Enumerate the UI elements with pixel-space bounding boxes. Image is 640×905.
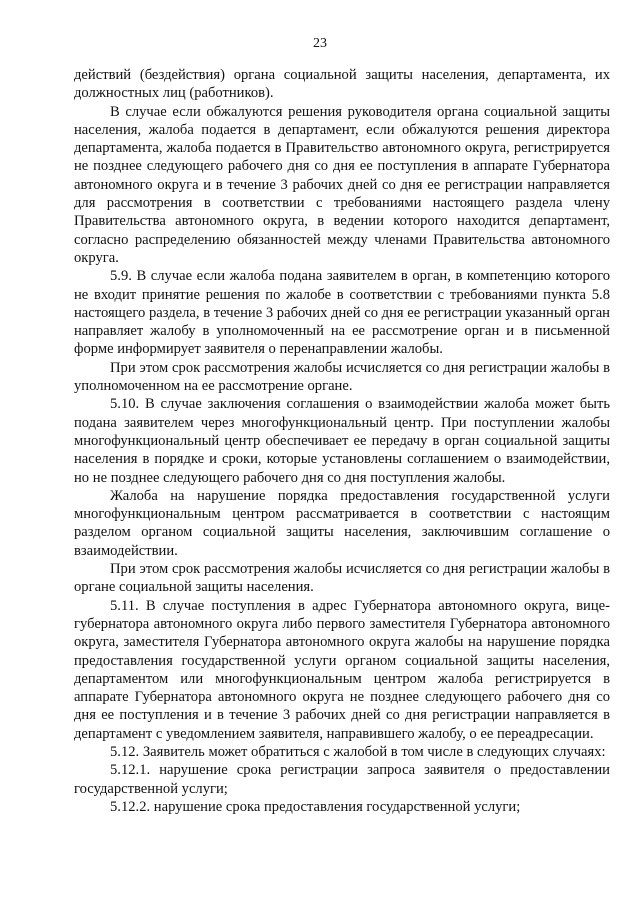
page-number: 23 (313, 36, 327, 51)
paragraph-5-9-term: При этом срок рассмотрения жалобы исчисляется со дня регистрации жалобы в уполномоченном на ее рассмотрение органе. (74, 359, 610, 395)
paragraph-5-10-term: При этом срок рассмотрения жалобы исчисляется со дня регистрации жалобы в органе социальной защиты населения. (74, 561, 610, 596)
paragraph-5-12-1: 5.12.1. нарушение срока регистрации запроса заявителя о предоставлении государственной услуги; (74, 762, 610, 797)
paragraph-continuation: действий (бездействия) органа социальной защиты населения, департамента, их должностных лиц (работников). (74, 67, 610, 102)
paragraph-5-11: 5.11. В случае поступления в адрес Губернатора автономного округа, вице-губернатора автономного округа либо первого заместителя Губернатора автономного округа, заместителя Губернатора автономного округа жалобы на нарушение порядка предоставления государственной услуги органом социальной защиты населения, департаментом или многофункциональным центром жалоба регистрируется в аппарате Губернатора автономного округа не позднее следующего рабочего дня со дня ее поступления и в течение 3 рабочих дней со дня регистрации направляется в департамент с уведомлением заявителя, направившего жалобу, о ее переадресации. (74, 597, 610, 742)
paragraph-5-9: 5.9. В случае если жалоба подана заявителем в орган, в компетенцию которого не входит принятие решения по жалобе в соответствии с требованиями пункта 5.8 настоящего раздела, в течение 3 рабочих дней со дня ее регистрации указанный орган направляет жалобу в уполномоченный на ее рассмотрение орган и в письменной форме информирует заявителя о перенаправлении жалобы. (74, 268, 610, 358)
paragraph-5-12: 5.12. Заявитель может обратиться с жалобой в том числе в следующих случаях: (110, 743, 606, 760)
document-body (74, 66, 610, 816)
paragraph-5-10-mfc: Жалоба на нарушение порядка предоставления государственной услуги многофункциональным центром рассматривается в соответствии с настоящим разделом органом социальной защиты населения, заключившим соглашение о взаимодействии. (74, 487, 610, 559)
paragraph-5-10: 5.10. В случае заключения соглашения о взаимодействии жалоба может быть подана заявителем через многофункциональный центр. При поступлении жалобы многофункциональный центр обеспечивает ее передачу в орган социальной защиты населения в порядке и сроки, которые установлены соглашением о взаимодействии, но не позднее следующего рабочего дня со дня поступления жалобы. (74, 396, 610, 486)
paragraph-appeal-routing: В случае если обжалуются решения руководителя органа социальной защиты населения, жалоба подается в департамент, если обжалуются решения директора департамента, жалоба подается в Правительство автономного округа, регистрируется не позднее следующего рабочего дня со дня ее поступления в аппарате Губернатора автономного округа и в течение 3 рабочих дней со дня ее регистрации направляется для рассмотрения в соответствии с требованиями настоящего раздела члену Правительства автономного округа, в ведении которого находится департамент, согласно распределению обязанностей между членами Правительства автономного округа. (74, 103, 610, 266)
paragraph-5-12-2: 5.12.2. нарушение срока предоставления государственной услуги; (110, 798, 521, 815)
